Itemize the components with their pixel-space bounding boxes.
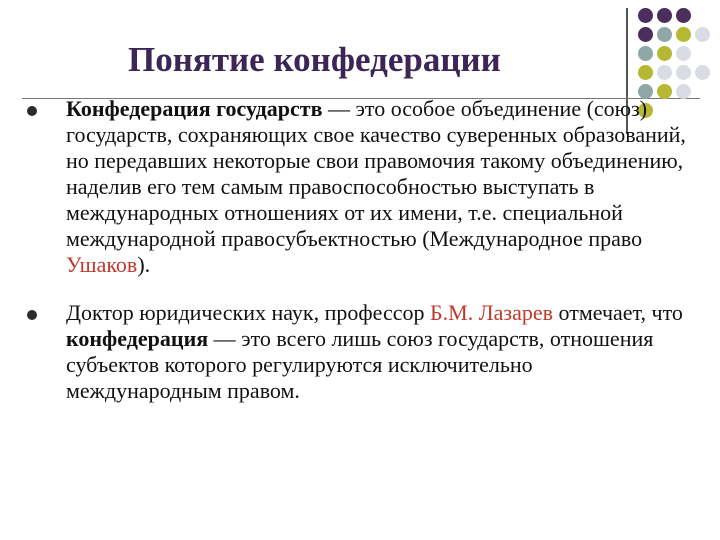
decorative-dot	[676, 27, 691, 42]
decorative-dot	[695, 84, 710, 99]
closing-text: — это всего лишь союз государств, отношения субъектов которого регулируются исключительно международным правом.	[66, 326, 654, 403]
decorative-dot	[657, 65, 672, 80]
decorative-dot	[676, 8, 691, 23]
middle-text: отмечает, что	[553, 300, 683, 325]
bullet-point-icon	[27, 106, 37, 116]
author-name: Б.М. Лазарев	[430, 300, 553, 325]
bullet-point-icon	[27, 310, 37, 320]
decorative-dot	[695, 103, 710, 118]
decorative-dot	[695, 65, 710, 80]
bullet-list	[22, 96, 690, 404]
decorative-dot	[638, 65, 653, 80]
bullet-text	[66, 96, 690, 278]
decorative-dot	[676, 46, 691, 61]
bold-term: конфедерация	[66, 326, 209, 351]
decorative-dot	[657, 46, 672, 61]
closing-text: ).	[137, 252, 151, 277]
decorative-dot	[695, 27, 710, 42]
decorative-dot	[638, 8, 653, 23]
bullet-item-definition	[22, 96, 690, 278]
author-name: Ушаков	[66, 252, 138, 277]
decorative-dot	[695, 46, 710, 61]
page-title: Понятие конфедерации	[128, 40, 501, 79]
decorative-dot	[638, 27, 653, 42]
intro-text: Доктор юридических наук, профессор	[66, 300, 430, 325]
decorative-dot	[676, 65, 691, 80]
decorative-dot	[638, 46, 653, 61]
decorative-dot	[695, 8, 710, 23]
bullet-text	[66, 300, 690, 404]
definition-text: — это особое объединение (союз) государств, сохраняющих свое качество суверенных образований, но передавших некоторые свои правомочия такому объединению, наделив его тем самым правоспособностью выступать в международных отношениях от их имени, т.е. специальной международной правосубъектностью (Международное право	[66, 96, 686, 251]
decorative-dot	[657, 27, 672, 42]
bold-term: Конфедерация государств	[66, 96, 323, 121]
bullet-item-quote	[22, 300, 690, 404]
decorative-dot	[657, 8, 672, 23]
